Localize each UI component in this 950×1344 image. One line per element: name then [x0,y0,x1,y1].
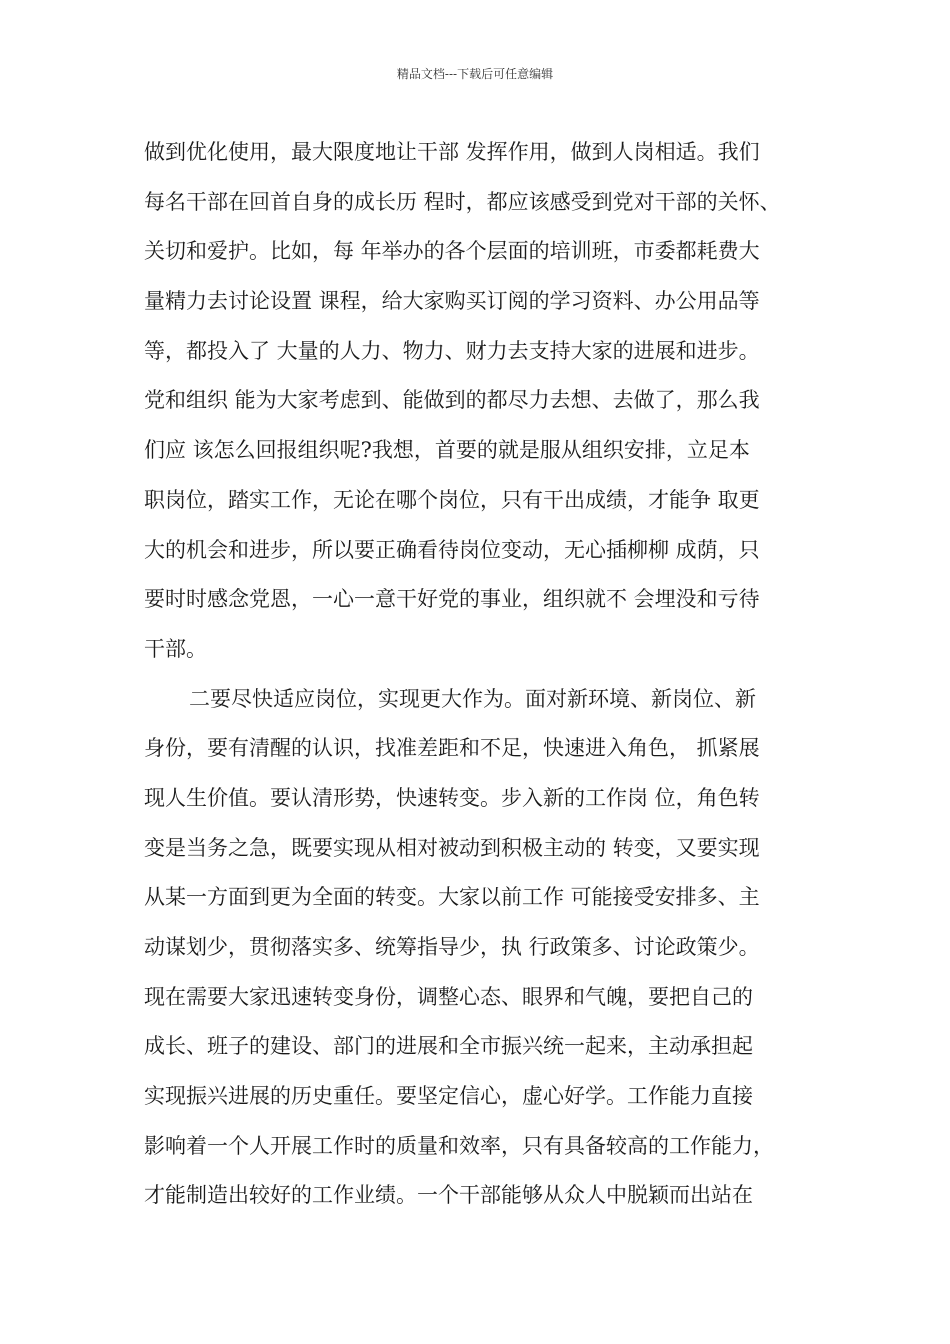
text-line: 们应 该怎么回报组织呢?我想，首要的就是服从组织安排，立足本 [144,438,750,463]
text-line: 每名干部在回首自身的成长历 程时，都应该感受到党对干部的关怀、 [144,189,781,214]
text-line: 从某一方面到更为全面的转变。大家以前工作 可能接受安排多、主 [144,885,760,910]
text-line: 干部。 [144,636,207,661]
text-line: 现人生价值。要认清形势，快速转变。步入新的工作岗 位，角色转 [144,785,760,810]
text-line: 影响着一个人开展工作时的质量和效率，只有具备较高的工作能力， [144,1133,774,1158]
page-header: 精品文档---下载后可任意编辑 [396,67,554,81]
text-line: 职岗位，踏实工作，无论在哪个岗位，只有干出成绩，才能争 取更 [144,487,760,512]
text-line: 实现振兴进展的历史重任。要坚定信心，虚心好学。工作能力直接 [144,1084,753,1109]
text-line: 才能制造出较好的工作业绩。一个干部能够从众人中脱颖而出站在 [144,1183,753,1208]
text-line: 量精力去讨论设置 课程，给大家购买订阅的学习资料、办公用品等 [144,289,760,314]
text-line: 要时时感念党恩，一心一意干好党的事业，组织就不 会埋没和亏待 [144,587,760,612]
text-line: 做到优化使用，最大限度地让干部 发挥作用，做到人岗相适。我们 [144,140,760,164]
text-line: 党和组织 能为大家考虑到、能做到的都尽力去想、去做了，那么我 [144,388,760,413]
text-line: 动谋划少，贯彻落实多、统筹指导少，执 行政策多、讨论政策少。 [144,935,760,959]
text-line: 变是当务之急，既要实现从相对被动到积极主动的 转变，又要实现 [144,835,760,860]
text-line-first: 二要尽快适应岗位，实现更大作为。面对新环境、新岗位、新 [189,686,756,711]
text-line: 等，都投入了 大量的人力、物力、财力去支持大家的进展和进步。 [144,338,760,363]
text-line: 现在需要大家迅速转变身份，调整心态、眼界和气魄，要把自己的 [144,984,753,1009]
text-line: 成长、班子的建设、部门的进展和全市振兴统一起来，主动承担起 [144,1034,753,1059]
text-line: 身份，要有清醒的认识，找准差距和不足，快速进入角色， 抓紧展 [144,736,760,761]
text-line: 大的机会和进步，所以要正确看待岗位变动，无心插柳柳 成荫，只 [144,537,760,562]
paragraph-2 [144,680,824,1227]
text-line: 关切和爱护。比如，每 年举办的各个层面的培训班，市委都耗费大 [144,239,760,264]
paragraph-1 [144,133,824,680]
document-body [144,133,824,1226]
